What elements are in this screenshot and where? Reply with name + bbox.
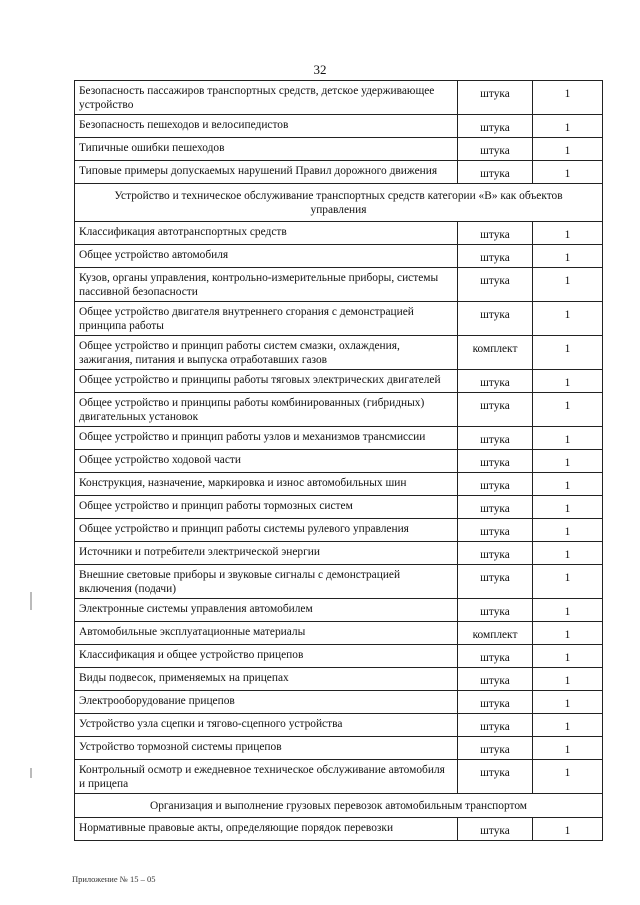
item-unit: штука	[458, 302, 533, 336]
table-row	[75, 302, 603, 336]
table-row	[75, 760, 603, 794]
item-unit: штука	[458, 668, 533, 691]
item-quantity: 1	[533, 622, 603, 645]
item-name: Общее устройство и принцип работы тормозных систем	[75, 496, 458, 519]
section-title: Организация и выполнение грузовых перевозок автомобильным транспортом	[75, 794, 603, 818]
item-name: Общее устройство и принципы работы тяговых электрических двигателей	[75, 370, 458, 393]
item-quantity: 1	[533, 760, 603, 794]
item-name: Классификация и общее устройство прицепов	[75, 645, 458, 668]
item-quantity: 1	[533, 668, 603, 691]
table-row	[75, 668, 603, 691]
item-unit: комплект	[458, 336, 533, 370]
item-name: Типовые примеры допускаемых нарушений Правил дорожного движения	[75, 161, 458, 184]
item-name: Общее устройство автомобиля	[75, 245, 458, 268]
table-row	[75, 599, 603, 622]
item-name: Безопасность пешеходов и велосипедистов	[75, 115, 458, 138]
table-row	[75, 222, 603, 245]
page-number: 32	[313, 62, 327, 77]
item-quantity: 1	[533, 245, 603, 268]
item-unit: штука	[458, 565, 533, 599]
table-row	[75, 818, 603, 841]
item-name: Устройство узла сцепки и тягово-сцепного устройства	[75, 714, 458, 737]
item-unit: штука	[458, 161, 533, 184]
table-row	[75, 565, 603, 599]
item-unit: штука	[458, 268, 533, 302]
item-quantity: 1	[533, 222, 603, 245]
item-name: Источники и потребители электрической энергии	[75, 542, 458, 565]
item-unit: штука	[458, 81, 533, 115]
item-name: Конструкция, назначение, маркировка и износ автомобильных шин	[75, 473, 458, 496]
table-row	[75, 473, 603, 496]
item-unit: штука	[458, 645, 533, 668]
item-name: Безопасность пассажиров транспортных средств, детское удерживающее устройство	[75, 81, 458, 115]
item-name: Внешние световые приборы и звуковые сигналы с демонстрацией включения (подачи)	[75, 565, 458, 599]
item-quantity: 1	[533, 161, 603, 184]
item-unit: штука	[458, 496, 533, 519]
table-row	[75, 519, 603, 542]
table-row	[75, 268, 603, 302]
item-name: Устройство тормозной системы прицепов	[75, 737, 458, 760]
item-quantity: 1	[533, 599, 603, 622]
item-quantity: 1	[533, 268, 603, 302]
item-quantity: 1	[533, 565, 603, 599]
item-name: Нормативные правовые акты, определяющие порядок перевозки	[75, 818, 458, 841]
table-row	[75, 496, 603, 519]
item-unit: комплект	[458, 622, 533, 645]
item-unit: штука	[458, 222, 533, 245]
item-name: Общее устройство двигателя внутреннего сгорания с демонстрацией принципа работы	[75, 302, 458, 336]
table-row	[75, 81, 603, 115]
item-quantity: 1	[533, 818, 603, 841]
item-quantity: 1	[533, 542, 603, 565]
item-name: Типичные ошибки пешеходов	[75, 138, 458, 161]
item-unit: штука	[458, 393, 533, 427]
item-name: Общее устройство и принцип работы узлов и механизмов трансмиссии	[75, 427, 458, 450]
item-unit: штука	[458, 818, 533, 841]
table-row	[75, 245, 603, 268]
item-unit: штука	[458, 473, 533, 496]
item-quantity: 1	[533, 302, 603, 336]
table-row	[75, 645, 603, 668]
item-quantity: 1	[533, 519, 603, 542]
item-unit: штука	[458, 691, 533, 714]
item-name: Классификация автотранспортных средств	[75, 222, 458, 245]
scan-mark	[30, 768, 32, 778]
item-quantity: 1	[533, 81, 603, 115]
section-header-row	[75, 794, 603, 818]
equipment-table	[74, 80, 603, 841]
item-quantity: 1	[533, 370, 603, 393]
table-row	[75, 115, 603, 138]
appendix-label: Приложение № 15 – 05	[72, 874, 156, 884]
table-row	[75, 714, 603, 737]
item-quantity: 1	[533, 645, 603, 668]
table-row	[75, 393, 603, 427]
item-quantity: 1	[533, 138, 603, 161]
item-unit: штука	[458, 450, 533, 473]
item-name: Общее устройство ходовой части	[75, 450, 458, 473]
table-row	[75, 427, 603, 450]
item-name: Общее устройство и принципы работы комбинированных (гибридных) двигательных установок	[75, 393, 458, 427]
item-unit: штука	[458, 115, 533, 138]
table-body	[75, 81, 603, 841]
item-unit: штука	[458, 245, 533, 268]
table-row	[75, 622, 603, 645]
item-name: Общее устройство и принцип работы систем смазки, охлаждения, зажигания, питания и выпуска отработавших газов	[75, 336, 458, 370]
section-header-row	[75, 184, 603, 222]
item-unit: штука	[458, 542, 533, 565]
table-row	[75, 542, 603, 565]
section-title: Устройство и техническое обслуживание транспортных средств категории «В» как объектов управления	[75, 184, 603, 222]
item-quantity: 1	[533, 115, 603, 138]
item-quantity: 1	[533, 450, 603, 473]
item-name: Общее устройство и принцип работы системы рулевого управления	[75, 519, 458, 542]
item-quantity: 1	[533, 473, 603, 496]
item-quantity: 1	[533, 336, 603, 370]
table-row	[75, 138, 603, 161]
item-unit: штука	[458, 737, 533, 760]
scan-mark	[30, 592, 32, 610]
table-row	[75, 370, 603, 393]
table-row	[75, 737, 603, 760]
item-name: Виды подвесок, применяемых на прицепах	[75, 668, 458, 691]
item-quantity: 1	[533, 393, 603, 427]
item-name: Кузов, органы управления, контрольно-измерительные приборы, системы пассивной безопасности	[75, 268, 458, 302]
item-unit: штука	[458, 427, 533, 450]
item-quantity: 1	[533, 714, 603, 737]
item-quantity: 1	[533, 691, 603, 714]
item-unit: штука	[458, 714, 533, 737]
item-name: Контрольный осмотр и ежедневное техническое обслуживание автомобиля и прицепа	[75, 760, 458, 794]
table-row	[75, 691, 603, 714]
item-name: Электрооборудование прицепов	[75, 691, 458, 714]
table-row	[75, 450, 603, 473]
item-unit: штука	[458, 138, 533, 161]
item-name: Электронные системы управления автомобилем	[75, 599, 458, 622]
item-quantity: 1	[533, 737, 603, 760]
item-quantity: 1	[533, 427, 603, 450]
table-row	[75, 161, 603, 184]
item-quantity: 1	[533, 496, 603, 519]
item-unit: штука	[458, 370, 533, 393]
item-unit: штука	[458, 519, 533, 542]
item-name: Автомобильные эксплуатационные материалы	[75, 622, 458, 645]
item-unit: штука	[458, 599, 533, 622]
table-row	[75, 336, 603, 370]
item-unit: штука	[458, 760, 533, 794]
